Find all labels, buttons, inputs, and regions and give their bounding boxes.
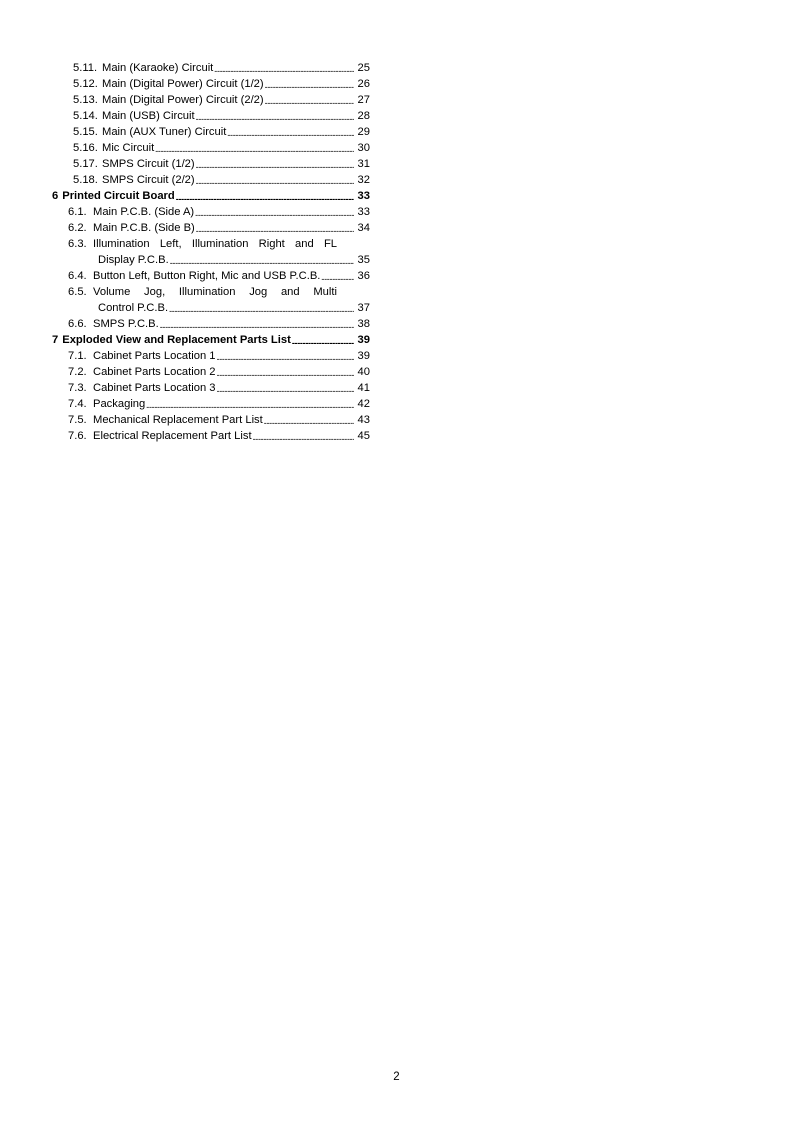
toc-title: SMPS Circuit (2/2) bbox=[102, 174, 195, 186]
toc-page: 27 bbox=[357, 94, 370, 106]
toc-entry-6-3-line2[interactable] bbox=[52, 252, 370, 268]
toc-number: 6.5. bbox=[68, 286, 87, 298]
toc-entry-5-15[interactable] bbox=[52, 124, 370, 140]
toc-entry-7-3[interactable] bbox=[52, 380, 370, 396]
toc-entry-7-5[interactable] bbox=[52, 412, 370, 428]
toc-title-line2: Display P.C.B. bbox=[98, 254, 169, 266]
toc-number: 5.18. bbox=[73, 174, 98, 186]
toc-entry-5-16[interactable] bbox=[52, 140, 370, 156]
toc-leader bbox=[196, 162, 354, 172]
toc-page: 31 bbox=[357, 158, 370, 170]
toc-page: 32 bbox=[357, 174, 370, 186]
toc-word: Jog bbox=[249, 286, 268, 298]
toc-page: 38 bbox=[357, 318, 370, 330]
toc-number: 5.16. bbox=[73, 142, 98, 154]
toc-page: 29 bbox=[357, 126, 370, 138]
toc-leader bbox=[214, 66, 354, 76]
toc-entry-6-5-line2[interactable] bbox=[52, 300, 370, 316]
toc-leader bbox=[217, 370, 354, 380]
toc-leader bbox=[176, 194, 354, 204]
toc-number: 6 bbox=[52, 190, 59, 202]
toc-title: SMPS Circuit (1/2) bbox=[102, 158, 195, 170]
toc-leader bbox=[253, 434, 354, 444]
toc-leader bbox=[146, 402, 354, 412]
toc-page: 26 bbox=[357, 78, 370, 90]
toc-number: 5.12. bbox=[73, 78, 98, 90]
toc-leader bbox=[265, 98, 354, 108]
toc-entry-7-1[interactable] bbox=[52, 348, 370, 364]
toc-title-line1 bbox=[93, 236, 337, 252]
toc-title: Printed Circuit Board bbox=[62, 190, 175, 202]
toc-word: Right bbox=[258, 238, 285, 250]
toc-leader bbox=[227, 130, 354, 140]
toc-word: FL bbox=[323, 238, 337, 250]
toc-title: Packaging bbox=[93, 398, 146, 410]
toc-page: 40 bbox=[357, 366, 370, 378]
toc-leader bbox=[170, 258, 354, 268]
toc-page: 36 bbox=[357, 270, 370, 282]
toc-title: Button Left, Button Right, Mic and USB P.C.B. bbox=[93, 270, 321, 282]
toc-title: Main (Digital Power) Circuit (2/2) bbox=[102, 94, 264, 106]
toc-entry-5-11[interactable] bbox=[52, 60, 370, 76]
toc-title: SMPS P.C.B. bbox=[93, 318, 159, 330]
toc-leader bbox=[196, 114, 354, 124]
toc-section-7[interactable] bbox=[52, 332, 370, 348]
toc-page: 33 bbox=[357, 206, 370, 218]
toc-number: 7 bbox=[52, 334, 59, 346]
toc-number: 5.14. bbox=[73, 110, 98, 122]
toc-page: 33 bbox=[357, 190, 370, 202]
toc-number: 7.3. bbox=[68, 382, 87, 394]
toc-page: 28 bbox=[357, 110, 370, 122]
toc-number: 6.6. bbox=[68, 318, 87, 330]
toc-word: Illumination bbox=[178, 286, 236, 298]
toc-number: 6.4. bbox=[68, 270, 87, 282]
toc-leader bbox=[155, 146, 354, 156]
toc-entry-5-13[interactable] bbox=[52, 92, 370, 108]
toc-leader bbox=[217, 354, 354, 364]
toc-entry-6-6[interactable] bbox=[52, 316, 370, 332]
toc-entry-5-14[interactable] bbox=[52, 108, 370, 124]
toc-word: Illumination bbox=[191, 238, 249, 250]
toc-title-line1 bbox=[93, 284, 337, 300]
toc-entry-6-1[interactable] bbox=[52, 204, 370, 220]
page-number: 2 bbox=[393, 1071, 400, 1083]
toc-title: Main (USB) Circuit bbox=[102, 110, 195, 122]
toc-page: 37 bbox=[357, 302, 370, 314]
toc-leader bbox=[160, 322, 354, 332]
toc-word: and bbox=[280, 286, 300, 298]
toc-number: 5.13. bbox=[73, 94, 98, 106]
toc-leader bbox=[321, 274, 354, 284]
toc-number: 7.4. bbox=[68, 398, 87, 410]
toc-word: Left, bbox=[159, 238, 182, 250]
toc-leader bbox=[196, 178, 354, 188]
toc-leader bbox=[292, 338, 354, 348]
toc-title: Cabinet Parts Location 1 bbox=[93, 350, 216, 362]
toc-page: 39 bbox=[357, 350, 370, 362]
toc-number: 7.1. bbox=[68, 350, 87, 362]
toc-entry-7-4[interactable] bbox=[52, 396, 370, 412]
toc-entry-6-3-line1[interactable] bbox=[52, 236, 370, 252]
toc-leader bbox=[264, 418, 354, 428]
toc-entry-6-5-line1[interactable] bbox=[52, 284, 370, 300]
toc-number: 6.2. bbox=[68, 222, 87, 234]
toc-leader bbox=[265, 82, 354, 92]
toc-number: 7.6. bbox=[68, 430, 87, 442]
toc-entry-7-2[interactable] bbox=[52, 364, 370, 380]
toc-title: Main (AUX Tuner) Circuit bbox=[102, 126, 227, 138]
toc-word: Illumination bbox=[93, 238, 150, 250]
toc-leader bbox=[217, 386, 354, 396]
toc-number: 7.5. bbox=[68, 414, 87, 426]
toc-page: 45 bbox=[357, 430, 370, 442]
toc-entry-6-4[interactable] bbox=[52, 268, 370, 284]
toc-entry-5-17[interactable] bbox=[52, 156, 370, 172]
toc-number: 5.11. bbox=[73, 62, 98, 74]
toc-title: Main P.C.B. (Side B) bbox=[93, 222, 195, 234]
toc-page: 34 bbox=[357, 222, 370, 234]
toc-number: 7.2. bbox=[68, 366, 87, 378]
toc-page: 39 bbox=[357, 334, 370, 346]
toc-number: 6.3. bbox=[68, 238, 87, 250]
toc-title: Cabinet Parts Location 3 bbox=[93, 382, 216, 394]
toc-entry-7-6[interactable] bbox=[52, 428, 370, 444]
toc-title: Electrical Replacement Part List bbox=[93, 430, 252, 442]
toc-number: 6.1. bbox=[68, 206, 87, 218]
toc-entry-5-12[interactable] bbox=[52, 76, 370, 92]
toc-title: Mic Circuit bbox=[102, 142, 155, 154]
toc-number: 5.15. bbox=[73, 126, 98, 138]
toc-entry-6-2[interactable] bbox=[52, 220, 370, 236]
toc-word: Jog, bbox=[144, 286, 166, 298]
toc-title: Main (Digital Power) Circuit (1/2) bbox=[102, 78, 264, 90]
toc-word: Volume bbox=[93, 286, 131, 298]
toc-title-line2: Control P.C.B. bbox=[98, 302, 169, 314]
toc-title: Exploded View and Replacement Parts List bbox=[62, 334, 291, 346]
toc-leader bbox=[169, 306, 354, 316]
toc-page: 43 bbox=[357, 414, 370, 426]
table-of-contents bbox=[52, 60, 370, 444]
toc-title: Main (Karaoke) Circuit bbox=[102, 62, 214, 74]
toc-title: Mechanical Replacement Part List bbox=[93, 414, 263, 426]
toc-entry-5-18[interactable] bbox=[52, 172, 370, 188]
toc-page: 42 bbox=[357, 398, 370, 410]
toc-number: 5.17. bbox=[73, 158, 98, 170]
toc-title: Cabinet Parts Location 2 bbox=[93, 366, 216, 378]
toc-page: 35 bbox=[357, 254, 370, 266]
toc-leader bbox=[195, 210, 354, 220]
toc-page: 30 bbox=[357, 142, 370, 154]
toc-page: 25 bbox=[357, 62, 370, 74]
toc-title: Main P.C.B. (Side A) bbox=[93, 206, 195, 218]
toc-page: 41 bbox=[357, 382, 370, 394]
toc-leader bbox=[196, 226, 354, 236]
toc-word: and bbox=[295, 238, 314, 250]
toc-word: Multi bbox=[313, 286, 337, 298]
toc-section-6[interactable] bbox=[52, 188, 370, 204]
